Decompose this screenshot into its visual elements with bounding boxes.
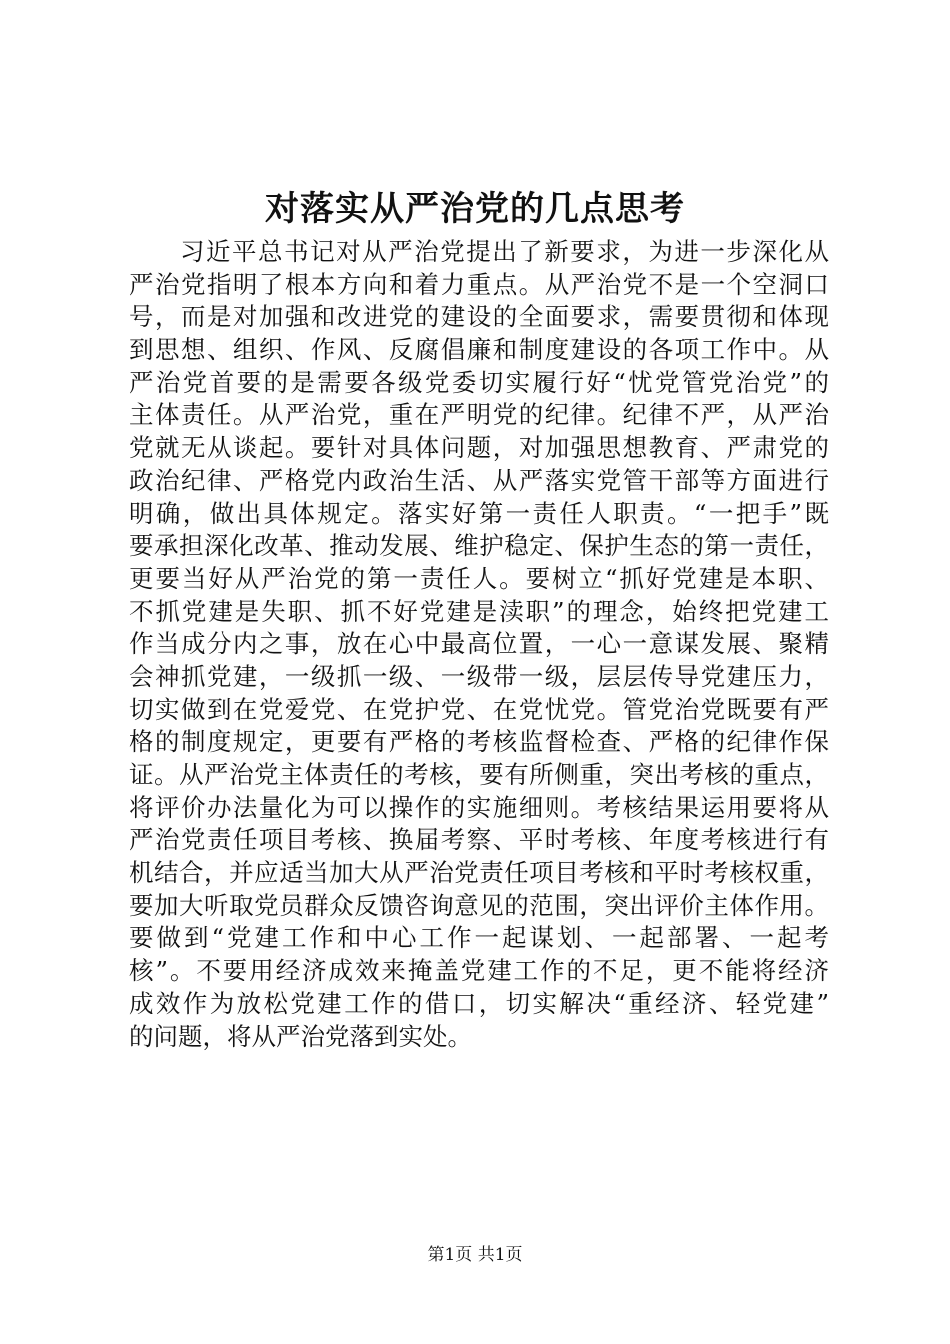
body-line: 作当成分内之事，放在心中最高位置，一心一意谋发展、聚精 bbox=[129, 629, 829, 659]
body-line: 要做到“党建工作和中心工作一起谋划、一起部署、一起考 bbox=[129, 923, 829, 953]
body-line: 不抓党建是失职、抓不好党建是渎职”的理念，始终把党建工 bbox=[129, 596, 829, 626]
body-line: 将评价办法量化为可以操作的实施细则。考核结果运用要将从 bbox=[129, 792, 829, 822]
body-line: 证。从严治党主体责任的考核，要有所侧重，突出考核的重点， bbox=[129, 760, 829, 789]
body-line: 更要当好从严治党的第一责任人。要树立“抓好党建是本职、 bbox=[129, 563, 829, 593]
body-line: 的问题，将从严治党落到实处。 bbox=[129, 1021, 472, 1051]
body-line: 政治纪律、严格党内政治生活、从严落实党管干部等方面进行 bbox=[129, 465, 829, 495]
body-line: 会神抓党建，一级抓一级、一级带一级，层层传导党建压力， bbox=[129, 661, 829, 691]
body-line: 核”。不要用经济成效来掩盖党建工作的不足，更不能将经济 bbox=[129, 956, 829, 986]
document-title: 对落实从严治党的几点思考 bbox=[265, 189, 685, 229]
body-line: 到思想、组织、作风、反腐倡廉和制度建设的各项工作中。从 bbox=[129, 335, 829, 365]
body-line: 严治党责任项目考核、换届考察、平时考核、年度考核进行有 bbox=[129, 825, 829, 855]
document-body bbox=[129, 236, 829, 1053]
body-line: 成效作为放松党建工作的借口，切实解决“重经济、轻党建” bbox=[129, 988, 829, 1018]
body-line: 切实做到在党爱党、在党护党、在党忧党。管党治党既要有严 bbox=[129, 694, 829, 724]
body-line: 党就无从谈起。要针对具体问题，对加强思想教育、严肃党的 bbox=[129, 433, 829, 463]
body-line: 主体责任。从严治党，重在严明党的纪律。纪律不严，从严治 bbox=[129, 400, 829, 430]
body-line: 格的制度规定，更要有严格的考核监督检查、严格的纪律作保 bbox=[129, 727, 829, 757]
body-line: 要加大听取党员群众反馈咨询意见的范围，突出评价主体作用。 bbox=[129, 890, 829, 920]
page-number-footer: 第1页 共1页 bbox=[427, 1245, 523, 1265]
body-line: 严治党首要的是需要各级党委切实履行好“忧党管党治党”的 bbox=[129, 367, 829, 397]
body-line: 机结合，并应适当加大从严治党责任项目考核和平时考核权重， bbox=[129, 858, 829, 888]
body-line: 明确，做出具体规定。落实好第一责任人职责。“一把手”既 bbox=[129, 498, 829, 528]
body-line: 要承担深化改革、推动发展、维护稳定、保护生态的第一责任， bbox=[129, 531, 829, 561]
body-line: 习近平总书记对从严治党提出了新要求，为进一步深化从 bbox=[180, 237, 829, 266]
body-line: 号，而是对加强和改进党的建设的全面要求，需要贯彻和体现 bbox=[129, 302, 829, 332]
body-line: 严治党指明了根本方向和着力重点。从严治党不是一个空洞口 bbox=[129, 269, 829, 299]
